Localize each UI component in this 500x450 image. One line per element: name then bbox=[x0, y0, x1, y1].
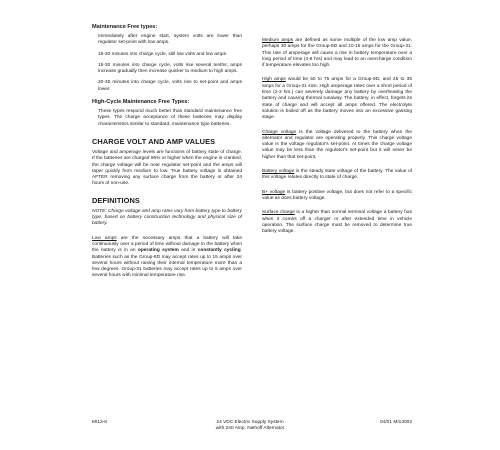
high-cycle-heading: High-Cycle Maintenance Free Types: bbox=[92, 99, 190, 106]
definitions-heading: DEFINITIONS bbox=[92, 195, 140, 205]
left-column bbox=[92, 24, 242, 285]
charge-voltage-paragraph bbox=[262, 130, 412, 161]
charge-voltage-text: is the voltage delivered to the battery when the alternator and regulator are operating properly. This charge voltage value is the voltage regulator's set-point. At times the charge voltage value may be less than the regulator's set-point but it will never be higher than that set-point. bbox=[262, 129, 412, 160]
low-amps-operating: operating system bbox=[137, 248, 179, 254]
low-amps-cycling: constantly cycling bbox=[197, 248, 241, 254]
high-amps-term: High amps bbox=[262, 77, 286, 83]
b-plus-voltage-text: is battery positive voltage, but does not refer to a specific value as does battery voltage. bbox=[262, 189, 412, 201]
battery-voltage-text: is the steady state voltage of the battery. The value of this voltage relates directly to state of charge. bbox=[262, 169, 412, 181]
maintenance-free-heading: Maintenance Free types: bbox=[92, 24, 158, 30]
high-amps-paragraph bbox=[262, 77, 412, 121]
low-amps-paragraph bbox=[92, 236, 242, 280]
surface-charge-paragraph bbox=[262, 210, 412, 235]
footer-title-line-1: 24 VDC Electric Supply System bbox=[216, 420, 284, 425]
footer-doc-code: 04/01 MI13002 bbox=[379, 420, 412, 425]
surface-charge-term: Surface charge bbox=[262, 210, 295, 216]
footer-title-line-2: with 240 Amp. Niehoff Alternator bbox=[215, 426, 285, 432]
medium-amps-paragraph bbox=[262, 38, 412, 69]
low-amps-text-b: and in bbox=[178, 248, 198, 254]
high-amps-text: would be 50 to 75 amps for a Group-8D, and 25 to 35 amps for a Group-31 size. High amperage rates over a short period of time (2-3 hrs.) can severely damage any battery by overheating the battery and causing thermal runaway. The battery, in effect, forgets its state of charge and will accept all amps offered. The electrolyte solution is boiled off as the battery moves into an excessive gassing stage. bbox=[262, 77, 412, 121]
charge-volt-heading: CHARGE VOLT AND AMP VALUES bbox=[92, 136, 216, 146]
battery-voltage-term: Battery voltage bbox=[262, 169, 295, 175]
definitions-note: NOTE: Charge voltage and amp rates vary from battery type to battery type, based on battery construction technology and physical size of battery. bbox=[92, 208, 242, 227]
footer-page-number: MI13-8 bbox=[92, 420, 107, 425]
high-cycle-text: These types respond much better than standard maintenance free types. The charge acceptance of these batteries may display characteristics similar to standard, maintenance type batteries. bbox=[98, 109, 242, 127]
charge-voltage-term: Charge voltage bbox=[262, 129, 297, 135]
medium-amps-text: are defined as some multiple of the low amp value, perhaps 30 amps for the Group-8D and 10-15 amps for the Group-31. This rate of amperage will cause a rise in battery temperature over a long period of time (4-8 hrs) and may lead to an overcharge condition if temperature elevates too high. bbox=[262, 38, 413, 69]
surface-charge-text: is a higher than normal terminal voltage a battery has when it comes off a charger or after extended time in vehicle operation. The surface charge must be removed to determine true battery voltage. bbox=[262, 210, 412, 235]
b-plus-voltage-paragraph bbox=[262, 190, 412, 203]
mft-item-4: 20-35 minutes into charge cycle, volts rise to set-point and amps lower. bbox=[98, 80, 242, 92]
charge-volt-text: Voltage and amperage levels are functions of battery state of charge. If the batteries are charged 95% or higher when the engine is cranked, the charge voltage will be near regulator set-point and the amps will taper quickly from medium to low. True battery voltage is obtained AFTER removing any surface charge from the battery or after 24 hours of non-use. bbox=[92, 149, 242, 187]
b-plus-voltage-term: B+ voltage bbox=[262, 189, 286, 195]
low-amps-text-c: . Batteries such as the Group-8D may accept rates up to 15 amps over several hours without raising their internal temperature more than a few degrees. Group-31 batteries may accept rates up to 5 amps over several hours with minimal temperature rise. bbox=[92, 248, 242, 279]
low-amps-text-a: are the necessary amps that a battery will take continuously over a period of time without damage to the battery when the battery is in an bbox=[92, 235, 242, 254]
low-amps-term: Low amps bbox=[92, 235, 117, 241]
medium-amps-term: Medium amps bbox=[262, 38, 294, 43]
footer-title bbox=[200, 420, 300, 433]
mft-item-1: Immediately after engine start, system volts are lower than regulator set-point with low amps. bbox=[98, 34, 242, 46]
right-column bbox=[262, 24, 412, 240]
mft-item-2: 15-30 minutes into charge cycle, still low volts and low amps. bbox=[98, 51, 228, 57]
mft-item-3: 15-30 minutes into charge cycle, volts rise several tenths; amps increase gradually then increase quicker to medium to high amps. bbox=[98, 62, 242, 75]
battery-voltage-paragraph bbox=[262, 169, 412, 182]
